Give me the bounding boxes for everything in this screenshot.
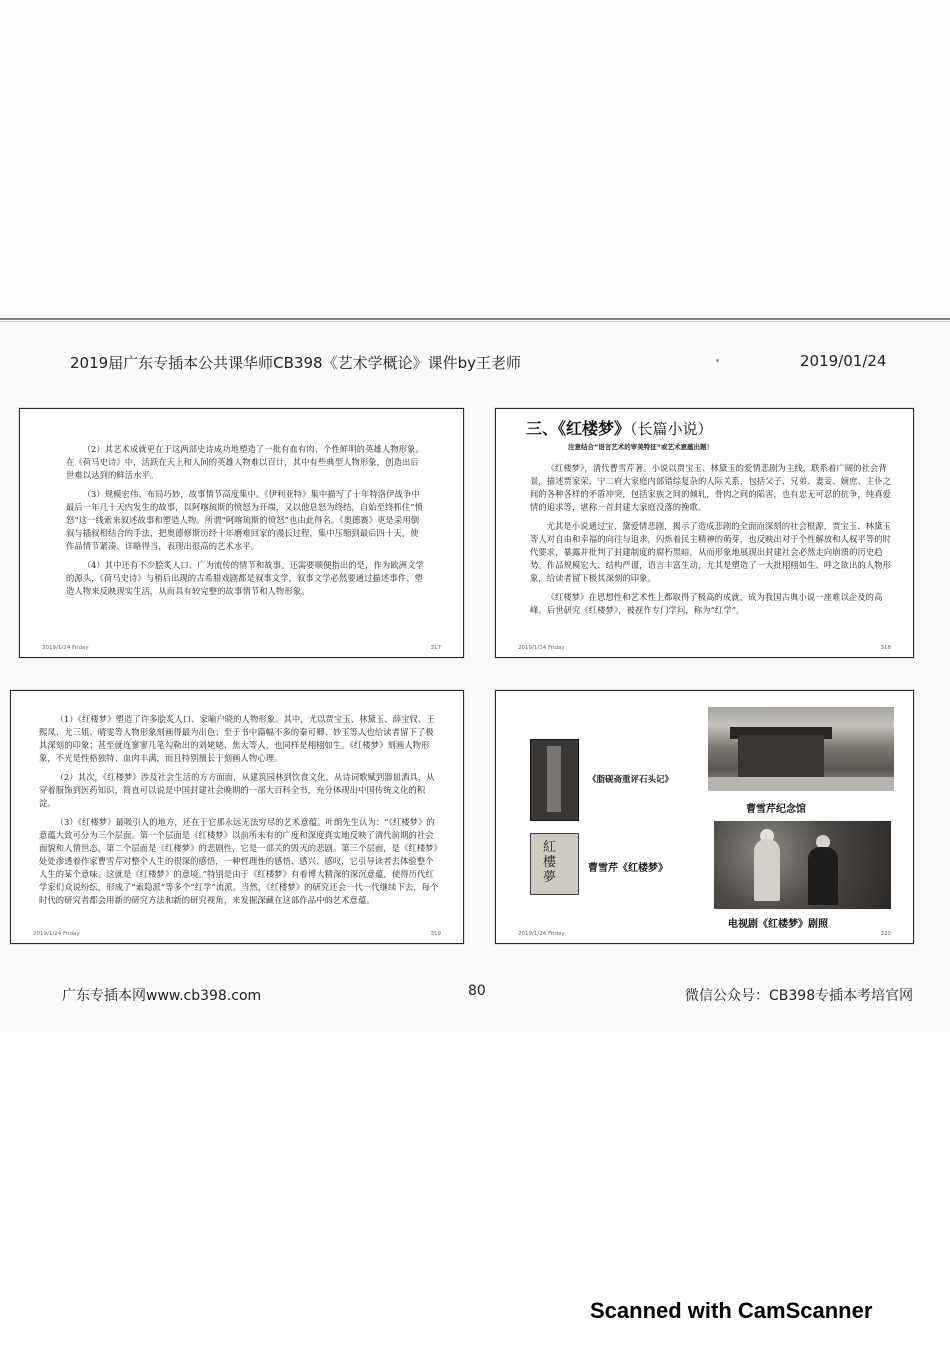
slide-page-number: 317: [430, 645, 441, 651]
book-cover-image: [530, 739, 579, 821]
footer-website: 广东专插本网www.cb398.com: [62, 988, 262, 1004]
slide-footer-date: 2019/1/24 Friday: [42, 645, 89, 651]
figure: [754, 839, 780, 901]
slide-title-main: 三、《红楼梦》: [526, 419, 631, 438]
slide-318: [495, 408, 914, 658]
slide-title: [526, 416, 713, 439]
figure: [808, 847, 838, 905]
camscanner-watermark: Scanned with CamScanner: [590, 1298, 873, 1323]
paragraph: （3）规模宏伟、布局巧妙，故事情节高度集中。《伊利亚特》集中描写了十年特洛伊战争中最后一年几十天内发生的故事，以阿喀琉斯的愤怒为开端，又以他息怒为终结，自始至终抓住“愤怒”这一线索来叙述故事和塑造人物。所谓“阿喀琉斯的愤怒”也由此得名。《奥德赛》更是采用倒叙与插叙相结合的手法，把奥德修斯历经十年磨难回家的漫长过程，集中压缩到最后四十天，使作品情节紧凑、详略得当，表现出很高的艺术水平。: [66, 489, 424, 551]
slide-footer-date: 2019/1/24 Friday: [33, 931, 80, 937]
gate: [738, 735, 824, 781]
paragraph: （2）其次，《红楼梦》涉及社会生活的方方面面，从建筑园林到饮食文化，从诗词歌赋到器皿酒具，从穿着服饰到医药知识，简直可以说是中国封建社会晚期的一部大百科全书，充分体现出中国传统文化的积淀。: [39, 772, 435, 808]
photo-caption: 电视剧《红楼梦》剧照: [728, 919, 828, 930]
ground: [708, 777, 894, 791]
memorial-hall-photo: [708, 707, 894, 791]
book-cover-image: [530, 833, 579, 895]
slide-body: [39, 713, 439, 913]
book-caption: 《脂砚斋重评石头记》: [588, 775, 674, 785]
scan-speck: [716, 359, 719, 362]
slide-page-number: 318: [880, 645, 891, 651]
slide-note: 注意结合“语言艺术的审美特征”或艺术意蕴出题！: [568, 443, 714, 451]
paragraph: 《红楼梦》在思想性和艺术性上都取得了极高的成就，成为我国古典小说一座难以企及的高峰。后世研究《红楼梦》，被视作专门学问，称为“红学”。: [530, 592, 883, 615]
slide-footer-date: 2019/1/24 Friday: [518, 645, 565, 651]
book-cover-lettering: 紅 樓 夢: [543, 840, 557, 885]
paragraph: 尤其是小说通过宝、黛爱情悲剧，揭示了造成悲剧的全面而深刻的社会根源，贾宝玉、林黛玉等人对自由和幸福的向往与追求，闪烁着民主精神的萌芽，也反映出对于个性解放和人权平等的时代要求，暴露并批判了封建制度的腐朽黑暗，从而形象地展现出封建社会必然走向崩溃的历史趋势。作品规模宏大、结构严谨，语言丰富生动，尤其是塑造了一大批栩栩如生、呼之欲出的人物形象，给读者留下极其深刻的印象。: [530, 521, 892, 583]
slide-body: [530, 462, 892, 623]
book-spine: [547, 746, 561, 812]
tv-drama-still: [714, 821, 891, 909]
footer-page-number: 80: [468, 983, 486, 999]
slide-title-sub: （长篇小说）: [630, 420, 713, 438]
slide-page-number: 319: [430, 931, 441, 937]
paragraph: （2）其艺术成就更在于这两部史诗成功地塑造了一批有血有肉、个性鲜明的英雄人物形象。在《荷马史诗》中，活跃在天上和人间的英雄人物难以百计，其中有些典型人物形象，创造出后世难以达到的鲜活水平。: [66, 444, 424, 480]
page-header-date: 2019/01/24: [800, 352, 887, 370]
page-header-title: 2019届广东专插本公共课华师CB398《艺术学概论》课件by王老师: [70, 354, 521, 372]
slide-319: [10, 690, 464, 944]
book-caption: 曹雪芹《红楼梦》: [588, 863, 668, 874]
paragraph: （4）其中还有不少脍炙人口、广为流传的情节和故事。还需要顺便指出的是，作为欧洲文学的源头，《荷马史诗》与稍后出现的古希腊戏剧都是叙事文学，叙事文学必然要通过描述事件、塑造人物来反映现实生活，从而具有较完整的故事情节和人物形象。: [66, 560, 424, 596]
paragraph: （1）《红楼梦》塑造了许多脍炙人口、家喻户晓的人物形象。其中，尤以贾宝玉、林黛玉、薛宝钗、王熙凤、尤三姐、晴雯等人物形象刻画得最为出色；至于书中篇幅不多的秦可卿、妙玉等人也给读者留下了极其深刻的印象；甚至就连寥寥几笔勾勒出的刘姥姥、焦大等人，也同样是栩栩如生。《红楼梦》刻画人物形象，不光是性格独特、血肉丰满，而且特别擅长于刻画人物心理。: [39, 714, 435, 763]
top-rule: [0, 318, 950, 320]
slide-320: [495, 690, 914, 944]
footer-wechat: 微信公众号：CB398专插本考培官网: [685, 988, 914, 1004]
photo-caption: 曹雪芹纪念馆: [746, 804, 806, 815]
paragraph: 《红楼梦》，清代曹雪芹著。小说以贾宝玉、林黛玉的爱情悲剧为主线，联系着广阔的社会背景，描述贾家荣、宁二府大家庭内部错综复杂的人际关系，包括父子、兄弟、妻妾、嫡庶、主仆之间的各种各样的矛盾冲突，包括家族之间的倾轧，骨肉之间的陷害，也有忠无可忍的抗争，纯真爱情的追求等，堪称一首封建大家庭没落的挽歌。: [530, 463, 892, 512]
slide-317: [19, 408, 464, 658]
slide-footer-date: 2019/1/24 Friday: [518, 931, 565, 937]
slide-body: [66, 443, 426, 604]
blank-margin: [0, 0, 950, 318]
paragraph: （3）《红楼梦》最吸引人的地方，还在于它那永远无法穷尽的艺术意蕴。叶朗先生认为：“《红楼梦》的意蕴大致可分为三个层面。第一个层面是《红楼梦》以前所未有的广度和深度真实地反映了清代前期的社会面貌和人情世态，第二个层面是《红楼梦》的悲剧性，它是一部关的毁灭的悲剧。第三个层面，是《红楼梦》处处渗透着作家曹雪芹对整个人生的很深的感悟，一种哲理性的感悟、感兴、感叹，它引导读者去体验整个人生的某个意味。这就是《红楼梦》的意境。”特别是由于《红楼梦》有着博大精深的深沉意蕴，使得历代红学家们众说纷纭，形成了“索隐派”等多个“红学”流派。当然，《红楼梦》的研究还会一代一代继续下去，每个时代的研究者都会用新的研究方法和新的研究视角，来发掘深藏在这部作品中的艺术意蕴。: [39, 817, 439, 905]
slide-page-number: 320: [880, 931, 891, 937]
